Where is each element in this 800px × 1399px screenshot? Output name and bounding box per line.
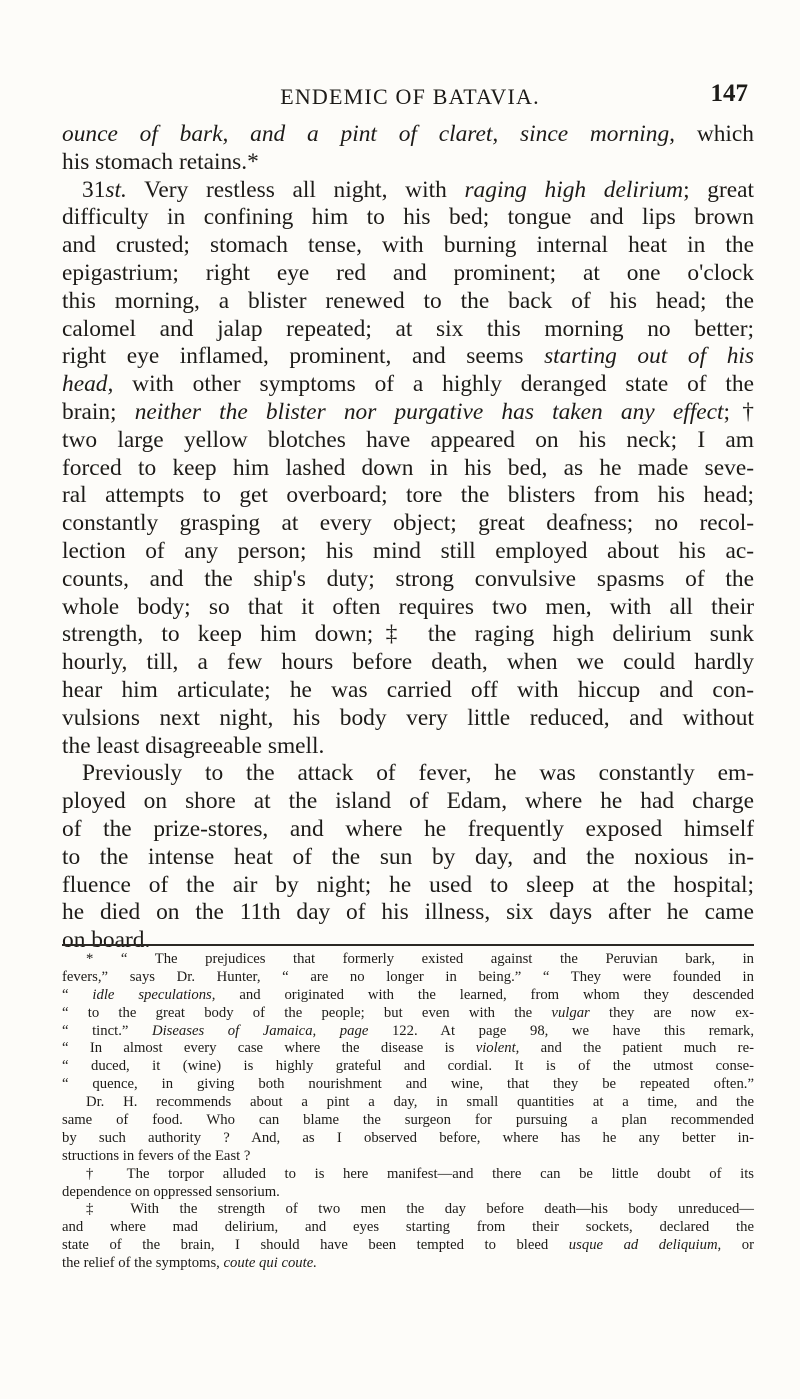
footnote-line: “ In almost every case where the disease is violent, and the patient much re- xyxy=(62,1040,754,1057)
footnote-line: the relief of the symptoms, coute qui coute. xyxy=(62,1255,317,1272)
text-line: ployed on shore at the island of Edam, where he had charge xyxy=(62,788,754,815)
text-line: Previously to the attack of fever, he was constantly em- xyxy=(82,760,754,787)
text-line: counts, and the ship's duty; strong convulsive spasms of the xyxy=(62,565,754,592)
text-line: strength, to keep him down;‡ the raging high delirium sunk xyxy=(62,621,754,648)
footnote-rule xyxy=(62,944,754,946)
text-line: two large yellow blotches have appeared on his neck; I am xyxy=(62,426,754,453)
text-line: hourly, till, a few hours before death, when we could hardly xyxy=(62,649,754,676)
footnote-line: ‡ With the strength of two men the day before death—his body unreduced— xyxy=(86,1201,754,1218)
running-title: ENDEMIC OF BATAVIA. xyxy=(280,84,540,109)
footnote-line: state of the brain, I should have been tempted to bleed usque ad deliquium, or xyxy=(62,1237,754,1254)
text-line: difficulty in confining him to his bed; tongue and lips brown xyxy=(62,204,754,231)
text-line: forced to keep him lashed down in his bed, as he made seve- xyxy=(62,454,754,481)
text-line: vulsions next night, his body very little reduced, and without xyxy=(62,704,754,731)
text-line: calomel and jalap repeated; at six this morning no better; xyxy=(62,315,754,342)
footnote-line: same of food. Who can blame the surgeon for pursuing a plan recommended xyxy=(62,1112,754,1129)
footnote-line: “ duced, it (wine) is highly grateful and cordial. It is of the utmost conse- xyxy=(62,1058,754,1075)
text-line: to the intense heat of the sun by day, and the noxious in- xyxy=(62,843,754,870)
text-line: head, with other symptoms of a highly deranged state of the xyxy=(62,371,754,398)
footnote-line: “ tinct.” Diseases of Jamaica, page 122. At page 98, we have this remark, xyxy=(62,1022,755,1039)
text-line: right eye inflamed, prominent, and seems starting out of his xyxy=(62,343,754,370)
footnote-line: “ to the great body of the people; but even with the vulgar they are now ex- xyxy=(62,1004,754,1021)
text-line: fluence of the air by night; he used to sleep at the hospital; xyxy=(62,871,754,898)
main-text xyxy=(62,121,754,955)
footnote-line: fevers,” says Dr. Hunter, “ are no longer in being.” “ They were founded in xyxy=(62,968,754,985)
footnote-line: “ idle speculations, and originated with the learned, from whom they descended xyxy=(62,986,754,1003)
footnote-line: * “ The prejudices that formerly existed against the Peruvian bark, in xyxy=(86,951,754,967)
footnote-line: structions in fevers of the East ? xyxy=(62,1147,251,1164)
footnote-line: † The torpor alluded to is here manifest—and there can be little doubt of its xyxy=(86,1165,754,1182)
footnote-line: and where mad delirium, and eyes starting from their sockets, declared the xyxy=(62,1219,754,1236)
footnote-line: dependence on oppressed sensorium. xyxy=(62,1183,280,1200)
footnote-line: “ quence, in giving both nourishment and wine, that they be repeated often.” xyxy=(62,1076,754,1093)
text-line: ral attempts to get overboard; tore the blisters from his head; xyxy=(62,482,754,509)
footnotes xyxy=(62,951,754,1273)
text-line: ounce of bark, and a pint of claret, since morning, which xyxy=(62,121,754,147)
page-number: 147 xyxy=(710,80,748,107)
text-line: this morning, a blister renewed to the back of his head; the xyxy=(62,287,754,314)
footnote-line: Dr. H. recommends about a pint a day, in small quantities at a time, and the xyxy=(86,1094,754,1111)
text-line: of the prize-stores, and where he frequently exposed himself xyxy=(62,815,754,842)
text-line: whole body; so that it often requires two men, with all their xyxy=(62,593,754,620)
text-line: on board. xyxy=(62,927,151,954)
text-line: 31st. Very restless all night, with raging high delirium; great xyxy=(82,176,754,203)
text-line: epigastrium; right eye red and prominent; at one o'clock xyxy=(62,259,754,286)
footnote-line: by such authority ? And, as I observed before, where has he any better in- xyxy=(62,1129,754,1146)
text-line: lection of any person; his mind still employed about his ac- xyxy=(62,537,754,564)
text-line: his stomach retains.* xyxy=(62,148,259,175)
text-line: constantly grasping at every object; great deafness; no recol- xyxy=(62,510,754,537)
text-line: the least disagreeable smell. xyxy=(62,732,325,759)
running-head xyxy=(60,80,750,114)
text-line: brain; neither the blister nor purgative has taken any effect;† xyxy=(62,398,754,425)
text-line: and crusted; stomach tense, with burning internal heat in the xyxy=(62,232,754,259)
text-line: hear him articulate; he was carried off with hiccup and con- xyxy=(62,676,754,703)
text-line: he died on the 11th day of his illness, six days after he came xyxy=(62,899,754,926)
